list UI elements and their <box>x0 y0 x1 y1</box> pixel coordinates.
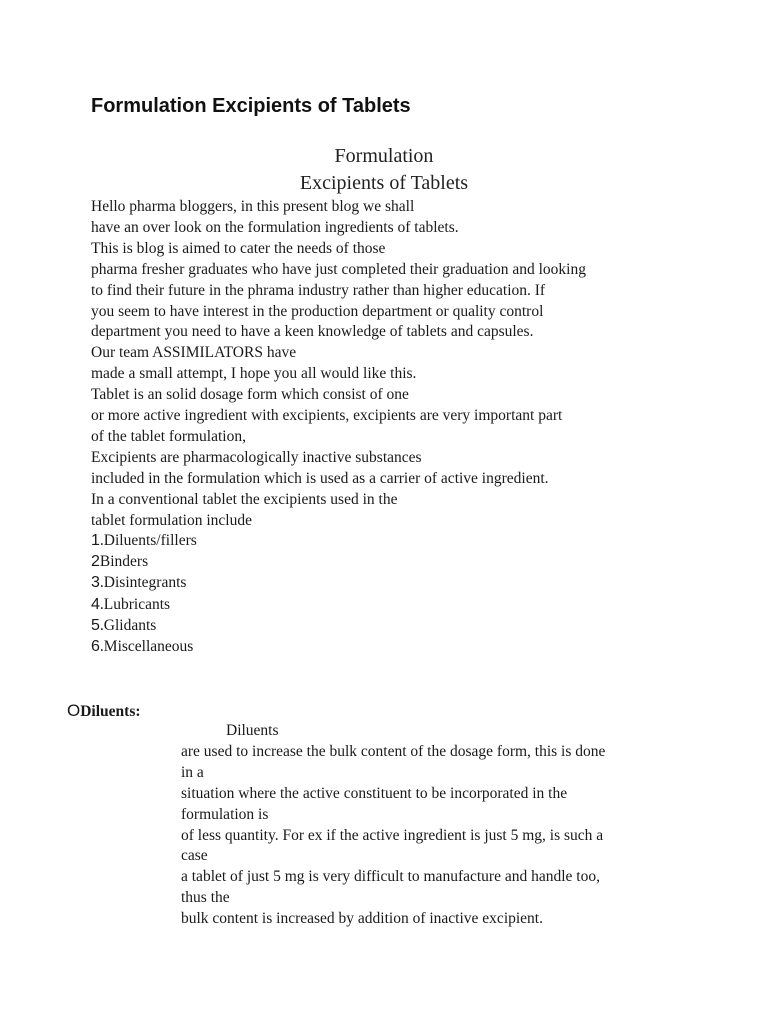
list-item-number: 4 <box>91 595 100 613</box>
intro-paragraph <box>91 197 691 532</box>
list-item-number: 3 <box>91 574 100 592</box>
intro-line: This is blog is aimed to cater the needs of those <box>91 239 386 257</box>
center-title-line-1: Formulation <box>334 145 434 167</box>
list-item <box>91 530 491 551</box>
section-line: a tablet of just 5 mg is very difficult to manufacture and handle too, <box>181 868 600 886</box>
document-title: Formulation Excipients of Tablets <box>91 95 411 117</box>
intro-line: or more active ingredient with excipients, excipients are very important part <box>91 407 563 425</box>
intro-line: Tablet is an solid dosage form which consist of one <box>91 386 409 404</box>
intro-line: you seem to have interest in the production department or quality control <box>91 302 544 320</box>
section-body-diluents <box>181 721 671 930</box>
circle-bullet-icon: O <box>67 701 81 720</box>
list-item <box>91 572 491 593</box>
section-line: case <box>181 847 208 865</box>
section-line: formulation is <box>181 805 269 823</box>
intro-line: tablet formulation include <box>91 511 252 529</box>
intro-line: of the tablet formulation, <box>91 427 246 445</box>
section-line: of less quantity. For ex if the active ingredient is just 5 mg, is such a <box>181 826 604 844</box>
intro-line: to find their future in the phrama industry rather than higher education. If <box>91 281 546 299</box>
list-item-text: .Lubricants <box>99 595 171 613</box>
intro-line: Hello pharma bloggers, in this present blog we shall <box>91 198 415 215</box>
center-title-line-2: Excipients of Tablets <box>299 172 469 194</box>
intro-line: have an over look on the formulation ingredients of tablets. <box>91 218 459 236</box>
section-line: thus the <box>181 889 230 907</box>
section-heading-diluents <box>67 701 141 722</box>
list-item-number: 2 <box>91 553 100 571</box>
list-item-text: .Disintegrants <box>99 574 187 592</box>
intro-line: made a small attempt, I hope you all would like this. <box>91 365 417 383</box>
section-line: are used to increase the bulk content of the dosage form, this is done <box>181 742 606 760</box>
section-line: in a <box>181 763 204 781</box>
list-item-text: Binders <box>99 553 149 571</box>
intro-line: Excipients are pharmacologically inactive substances <box>91 448 422 466</box>
list-item-number: 1 <box>91 532 100 549</box>
list-item <box>91 615 491 636</box>
list-item-number: 5 <box>91 616 100 634</box>
list-item <box>91 551 491 572</box>
list-item-text: .Diluents/fillers <box>99 532 197 549</box>
list-item-text: .Glidants <box>99 616 157 634</box>
section-line: bulk content is increased by addition of inactive excipient. <box>181 910 543 928</box>
intro-line: included in the formulation which is used as a carrier of active ingredient. <box>91 469 549 487</box>
intro-line: department you need to have a keen knowledge of tablets and capsules. <box>91 323 534 341</box>
list-item-text: .Miscellaneous <box>99 638 194 656</box>
section-line: Diluents <box>226 722 279 739</box>
section-line: situation where the active constituent to be incorporated in the <box>181 784 568 802</box>
list-item-number: 6 <box>91 638 100 656</box>
intro-line: In a conventional tablet the excipients used in the <box>91 490 398 508</box>
list-item <box>91 594 491 615</box>
list-item <box>91 636 491 657</box>
excipient-list <box>91 530 491 657</box>
section-heading-text: Diluents: <box>80 703 141 720</box>
intro-line: Our team ASSIMILATORS have <box>91 344 297 362</box>
intro-line: pharma fresher graduates who have just completed their graduation and looking <box>91 260 586 278</box>
